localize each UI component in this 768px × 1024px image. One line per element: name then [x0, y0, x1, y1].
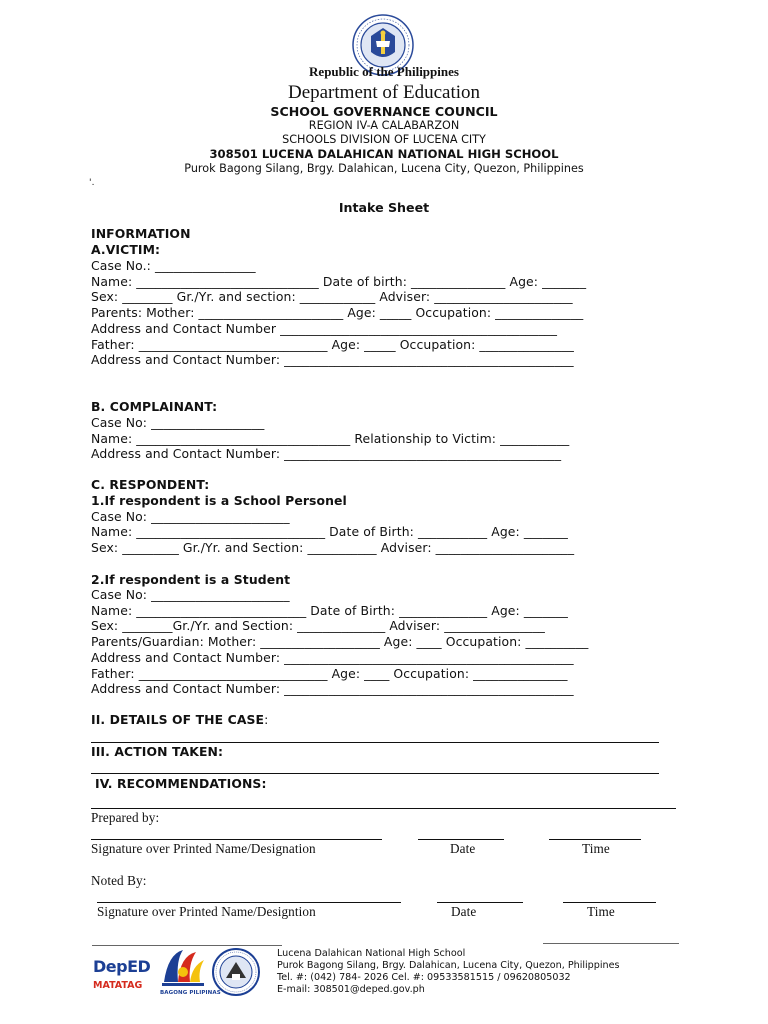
recommendations-line[interactable] — [91, 808, 676, 809]
details-line[interactable] — [91, 742, 659, 743]
deped-matatag-logo — [93, 958, 149, 998]
complainant-heading: B. COMPLAINANT: — [91, 399, 218, 414]
action-line[interactable] — [91, 773, 659, 774]
respondent-heading: C. RESPONDENT: — [91, 477, 210, 492]
student-mother-line[interactable]: Parents/Guardian: Mother: ___________________ Age: ____ Occupation: __________ — [91, 634, 589, 649]
victim-name-line[interactable]: Name: _____________________________ Date of birth: _______________ Age: _______ — [91, 274, 587, 289]
action-heading: III. ACTION TAKEN: — [91, 744, 224, 759]
noted-time-caption: Time — [587, 904, 615, 919]
personnel-heading: 1.If respondent is a School Personel — [91, 493, 347, 508]
complainant-address-line[interactable]: Address and Contact Number: ____________________________________________ — [91, 446, 562, 461]
details-colon: : — [264, 712, 269, 727]
complainant-case-no[interactable]: Case No: __________________ — [91, 415, 265, 430]
complainant-name-line[interactable]: Name: __________________________________ Relationship to Victim: ___________ — [91, 431, 570, 446]
prepared-time-caption: Time — [582, 841, 610, 856]
footer-address: Purok Bagong Silang, Brgy. Dalahican, Lucena City, Quezon, Philippines — [277, 960, 620, 971]
student-father-address-line[interactable]: Address and Contact Number: ______________________________________________ — [91, 681, 574, 696]
division-text: SCHOOLS DIVISION OF LUCENA CITY — [282, 133, 486, 146]
deped-logo-text: DepED — [93, 957, 151, 976]
noted-signature-caption: Signature over Printed Name/Designtion — [97, 904, 316, 919]
footer-tel: Tel. #: (042) 784- 2026 Cel. #: 09533581515 / 09620805032 — [277, 972, 571, 983]
footer-email[interactable]: E-mail: 308501@deped.gov.ph — [277, 984, 425, 995]
details-heading — [91, 712, 268, 727]
bagong-pilipinas-text: BAGONG PILIPINAS — [160, 990, 221, 996]
student-sex-line[interactable]: Sex: ________Gr./Yr. and Section: ______________ Adviser: ________________ — [91, 618, 545, 633]
personnel-case-no[interactable]: Case No: ______________________ — [91, 509, 290, 524]
details-heading-text: II. DETAILS OF THE CASE — [91, 712, 265, 727]
sheet-title: Intake Sheet — [338, 200, 430, 215]
student-name-line[interactable]: Name: ___________________________ Date of Birth: ______________ Age: _______ — [91, 603, 568, 618]
prepared-label: Prepared by: — [91, 810, 160, 825]
information-heading: INFORMATION — [91, 226, 191, 241]
personnel-name-line[interactable]: Name: ______________________________ Date of Birth: ___________ Age: _______ — [91, 524, 568, 539]
victim-mother-line[interactable]: Parents: Mother: _______________________ Age: _____ Occupation: ______________ — [91, 305, 584, 320]
school-name: 308501 LUCENA DALAHICAN NATIONAL HIGH SCHOOL — [209, 147, 559, 161]
personnel-sex-line[interactable]: Sex: _________ Gr./Yr. and Section: ___________ Adviser: ______________________ — [91, 540, 575, 555]
prepared-date-caption: Date — [450, 841, 476, 856]
republic-text: Republic of the Philippines — [309, 64, 459, 79]
student-heading: 2.If respondent is a Student — [91, 572, 291, 587]
student-case-no[interactable]: Case No: ______________________ — [91, 587, 290, 602]
noted-signature-line[interactable] — [97, 902, 401, 903]
noted-date-line[interactable] — [437, 902, 523, 903]
student-address-line[interactable]: Address and Contact Number: ______________________________________________ — [91, 650, 574, 665]
region-text: REGION IV-A CALABARZON — [308, 119, 460, 132]
council-text: SCHOOL GOVERNANCE COUNCIL — [270, 104, 498, 119]
victim-heading: A.VICTIM: — [91, 242, 161, 257]
prepared-signature-line[interactable] — [91, 839, 382, 840]
victim-case-no[interactable]: Case No.: ________________ — [91, 258, 256, 273]
stray-mark: '. — [89, 178, 95, 188]
footer-school-name: Lucena Dalahican National High School — [277, 948, 466, 959]
footer-rule-right — [543, 943, 679, 944]
noted-time-line[interactable] — [563, 902, 656, 903]
prepared-signature-caption: Signature over Printed Name/Designation — [91, 841, 316, 856]
victim-father-address-line[interactable]: Address and Contact Number: ______________________________________________ — [91, 352, 574, 367]
noted-label: Noted By: — [91, 873, 147, 888]
victim-address-line[interactable]: Address and Contact Number ____________________________________________ — [91, 321, 558, 336]
school-logo-icon — [212, 948, 260, 996]
prepared-time-line[interactable] — [549, 839, 641, 840]
school-address: Purok Bagong Silang, Brgy. Dalahican, Lucena City, Quezon, Philippines — [184, 162, 584, 175]
department-title: Department of Education — [287, 82, 481, 103]
prepared-date-line[interactable] — [418, 839, 504, 840]
student-father-line[interactable]: Father: ______________________________ Age: ____ Occupation: _______________ — [91, 666, 568, 681]
recommendations-heading: IV. RECOMMENDATIONS: — [95, 776, 267, 791]
victim-sex-line[interactable]: Sex: ________ Gr./Yr. and section: ____________ Adviser: ______________________ — [91, 289, 573, 304]
noted-date-caption: Date — [451, 904, 477, 919]
victim-father-line[interactable]: Father: ______________________________ Age: _____ Occupation: _______________ — [91, 337, 574, 352]
matatag-logo-text: MATATAG — [93, 980, 143, 991]
